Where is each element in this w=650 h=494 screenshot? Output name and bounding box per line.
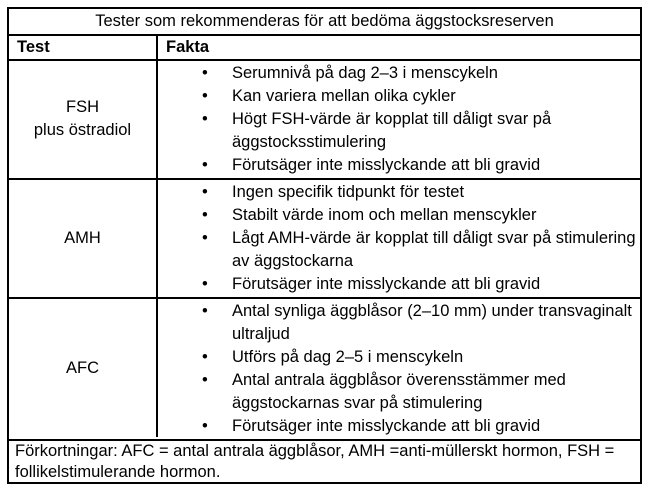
list-item: • Förutsäger inte misslyckande att bli gravid — [158, 415, 636, 438]
table-row — [9, 180, 640, 297]
list-item: • Högt FSH-värde är kopplat till dåligt svar på äggstocksstimulering — [202, 110, 552, 151]
test-name: FSH plus östradiol — [33, 98, 132, 139]
list-item: • Lågt AMH-värde är kopplat till dåligt svar på stimulering av äggstockarna — [202, 229, 636, 270]
header-facts: Fakta — [166, 38, 210, 56]
list-item: • Antal synliga äggblåsor (2–10 mm) under transvaginalt ultraljud — [202, 302, 632, 343]
table-header-row — [9, 36, 640, 59]
bullet-icon: • — [202, 371, 208, 389]
table-title: Tester som rekommenderas för att bedöma äggstocksreserven — [95, 12, 554, 30]
list-item: • Kan variera mellan olika cykler — [158, 85, 636, 108]
list-item: • Utförs på dag 2–5 i menscykeln — [158, 346, 636, 369]
list-item: • Serumnivå på dag 2–3 i menscykeln — [158, 62, 636, 85]
table-row — [9, 299, 640, 437]
bullet-icon: • — [202, 229, 208, 247]
fertility-tests-table — [7, 7, 642, 484]
bullet-icon: • — [202, 348, 208, 366]
bullet-icon: • — [202, 206, 208, 224]
bullet-icon: • — [202, 302, 208, 320]
facts-list — [158, 300, 636, 438]
header-test: Test — [17, 38, 50, 56]
table-row — [9, 61, 640, 178]
list-item: • Ingen specifik tidpunkt för testet — [158, 181, 636, 204]
bullet-icon: • — [202, 64, 208, 82]
test-name: AFC — [66, 359, 99, 377]
bullet-icon: • — [202, 156, 208, 174]
bullet-icon: • — [202, 275, 208, 293]
test-name: AMH — [64, 229, 101, 247]
facts-list — [158, 181, 636, 296]
list-item: • Stabilt värde inom och mellan menscykler — [158, 204, 636, 227]
bullet-icon: • — [202, 183, 208, 201]
list-item: • Förutsäger inte misslyckande att bli gravid — [158, 273, 636, 296]
bullet-icon: • — [202, 417, 208, 435]
facts-list — [158, 62, 636, 177]
list-item: • Förutsäger inte misslyckande att bli gravid — [158, 154, 636, 177]
footnote: Förkortningar: AFC = antal antrala äggblåsor, AMH =anti-müllerskt hormon, FSH = follikelstimulerande hormon. — [15, 442, 615, 481]
bullet-icon: • — [202, 87, 208, 105]
list-item: • Antal antrala äggblåsor överensstämmer med äggstockarnas svar på stimulering — [202, 371, 566, 412]
bullet-icon: • — [202, 110, 208, 128]
